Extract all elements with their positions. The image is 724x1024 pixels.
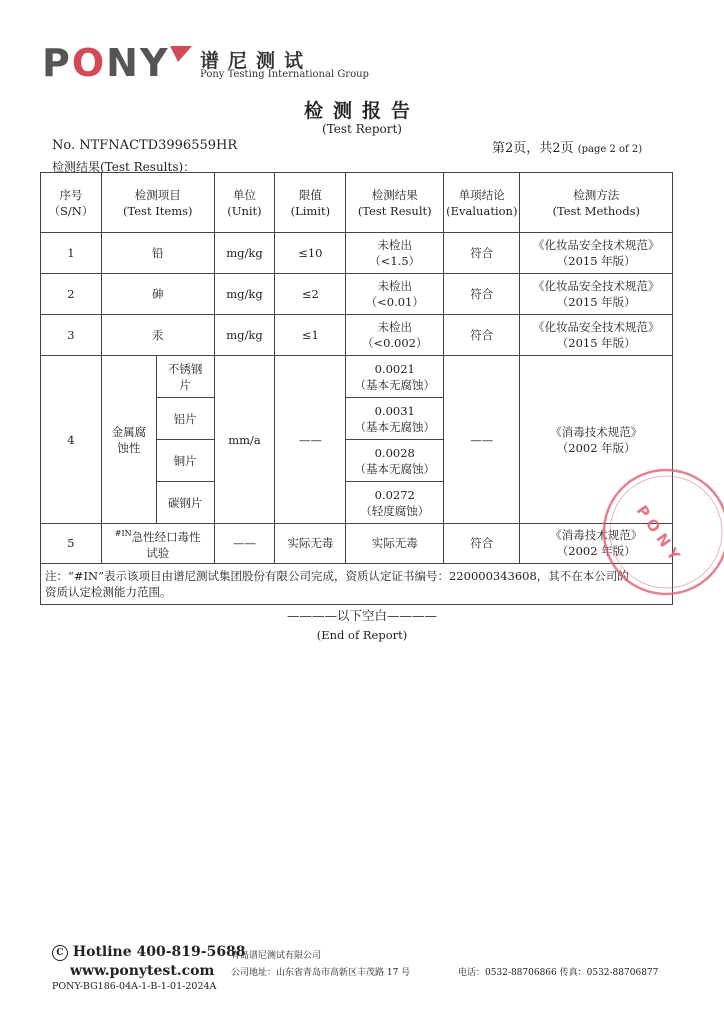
- cell-method: 《消毒技术规范》 （2002 年版）: [520, 524, 673, 564]
- cell-evaluation: 符合: [444, 233, 520, 274]
- cell-limit: ≤2: [275, 274, 346, 315]
- header-limit: 限值 (Limit): [275, 173, 346, 233]
- header-items: 检测项目 (Test Items): [101, 173, 214, 233]
- header-methods: 检测方法 (Test Methods): [520, 173, 673, 233]
- table-row: [41, 274, 673, 315]
- cell-subitem: 碳钢片: [156, 482, 214, 524]
- hotline: C Hotline 400-819-5688: [52, 944, 246, 961]
- page-info-cn: 第2页，共2页: [492, 141, 574, 156]
- logo-text-o: O: [71, 41, 107, 85]
- cell-unit: mm/a: [214, 356, 275, 524]
- header-sn: 序号 （S/N）: [41, 173, 102, 233]
- company-logo: [42, 41, 170, 85]
- cell-limit: ——: [275, 356, 346, 524]
- cell-method: 《消毒技术规范》 （2002 年版）: [520, 356, 673, 524]
- cell-result: 未检出 （<0.01）: [346, 274, 444, 315]
- results-label: 检测结果(Test Results)：: [52, 160, 196, 174]
- brand-name-en: Pony Testing International Group: [200, 69, 369, 80]
- website: www.ponytest.com: [70, 963, 215, 979]
- cell-result: 未检出 （<1.5）: [346, 233, 444, 274]
- report-subtitle: (Test Report): [322, 122, 402, 136]
- phone-icon: C: [52, 945, 68, 961]
- cell-limit: ≤1: [275, 315, 346, 356]
- logo-triangle-icon: [170, 46, 192, 62]
- cell-result: 0.0031 （基本无腐蚀）: [346, 398, 444, 440]
- cell-limit: 实际无毒: [275, 524, 346, 564]
- cell-evaluation: 符合: [444, 524, 520, 564]
- cell-result: 未检出 （<0.002）: [346, 315, 444, 356]
- report-title: 检测报告: [303, 100, 420, 122]
- cell-evaluation: 符合: [444, 274, 520, 315]
- table-note: 注：“#IN”表示该项目由谱尼测试集团股份有限公司完成，资质认定证书编号：220000343608，其不在本公司的 资质认定检测能力范围。: [41, 563, 673, 604]
- company-seal-icon: [596, 462, 724, 602]
- cell-limit: ≤10: [275, 233, 346, 274]
- cell-sn: 5: [41, 524, 102, 564]
- logo-text-p: P: [42, 41, 72, 85]
- cell-sn: 2: [41, 274, 102, 315]
- logo-text-ny: NY: [106, 41, 170, 85]
- table-row: [41, 356, 673, 398]
- footer-company: 青岛谱尼测试有限公司: [231, 951, 322, 961]
- results-table: [40, 172, 673, 605]
- cell-result: 实际无毒: [346, 524, 444, 564]
- cell-method: 《化妆品安全技术规范》 （2015 年版）: [520, 233, 673, 274]
- svg-text:P O N Y: P O N Y: [632, 501, 684, 564]
- header-unit: 单位 (Unit): [214, 173, 275, 233]
- cell-method: 《化妆品安全技术规范》 （2015 年版）: [520, 315, 673, 356]
- cell-unit: mg/kg: [214, 274, 275, 315]
- cell-result: 0.0272 （轻度腐蚀）: [346, 482, 444, 524]
- subcontract-mark: #IN: [114, 529, 132, 538]
- cell-item: 金属腐 蚀性: [101, 356, 156, 524]
- table-note-row: [41, 563, 673, 604]
- page-info-en: (page 2 of 2): [577, 144, 643, 155]
- brand-name-cn: 谱尼测试: [200, 50, 313, 72]
- cell-unit: ——: [214, 524, 275, 564]
- cell-method: 《化妆品安全技术规范》 （2015 年版）: [520, 274, 673, 315]
- cell-result: 0.0028 （基本无腐蚀）: [346, 440, 444, 482]
- table-row: [41, 315, 673, 356]
- cell-unit: mg/kg: [214, 233, 275, 274]
- page-info: [492, 137, 642, 156]
- cell-evaluation: 符合: [444, 315, 520, 356]
- cell-unit: mg/kg: [214, 315, 275, 356]
- cell-subitem: 铝片: [156, 398, 214, 440]
- table-row: [41, 233, 673, 274]
- cell-sn: 4: [41, 356, 102, 524]
- footer-phone: 电话：0532-88706866 传真：0532-88706877: [458, 968, 659, 978]
- cell-sn: 3: [41, 315, 102, 356]
- footer-address: 公司地址：山东省青岛市高新区丰茂路 17 号: [231, 968, 411, 978]
- report-number: No. NTFNACTD3996559HR: [52, 138, 238, 153]
- end-of-report-line: ————以下空白————: [286, 608, 437, 623]
- header-evaluation: 单项结论 (Evaluation): [444, 173, 520, 233]
- cell-subitem: 铜片: [156, 440, 214, 482]
- cell-result: 0.0021 （基本无腐蚀）: [346, 356, 444, 398]
- cell-evaluation: ——: [444, 356, 520, 524]
- cell-item: $^{\#IN}$急性经口毒性 试验: [101, 524, 214, 564]
- cell-item: 铅: [101, 233, 214, 274]
- cell-sn: 1: [41, 233, 102, 274]
- header-result: 检测结果 (Test Result): [346, 173, 444, 233]
- cell-item: 砷: [101, 274, 214, 315]
- table-header-row: [41, 173, 673, 233]
- document-code: PONY-BG186-04A-1-B-1-01-2024A: [52, 981, 217, 992]
- end-of-report-en: (End of Report): [316, 628, 408, 642]
- table-row: [41, 524, 673, 564]
- cell-item: 汞: [101, 315, 214, 356]
- cell-subitem: 不锈钢 片: [156, 356, 214, 398]
